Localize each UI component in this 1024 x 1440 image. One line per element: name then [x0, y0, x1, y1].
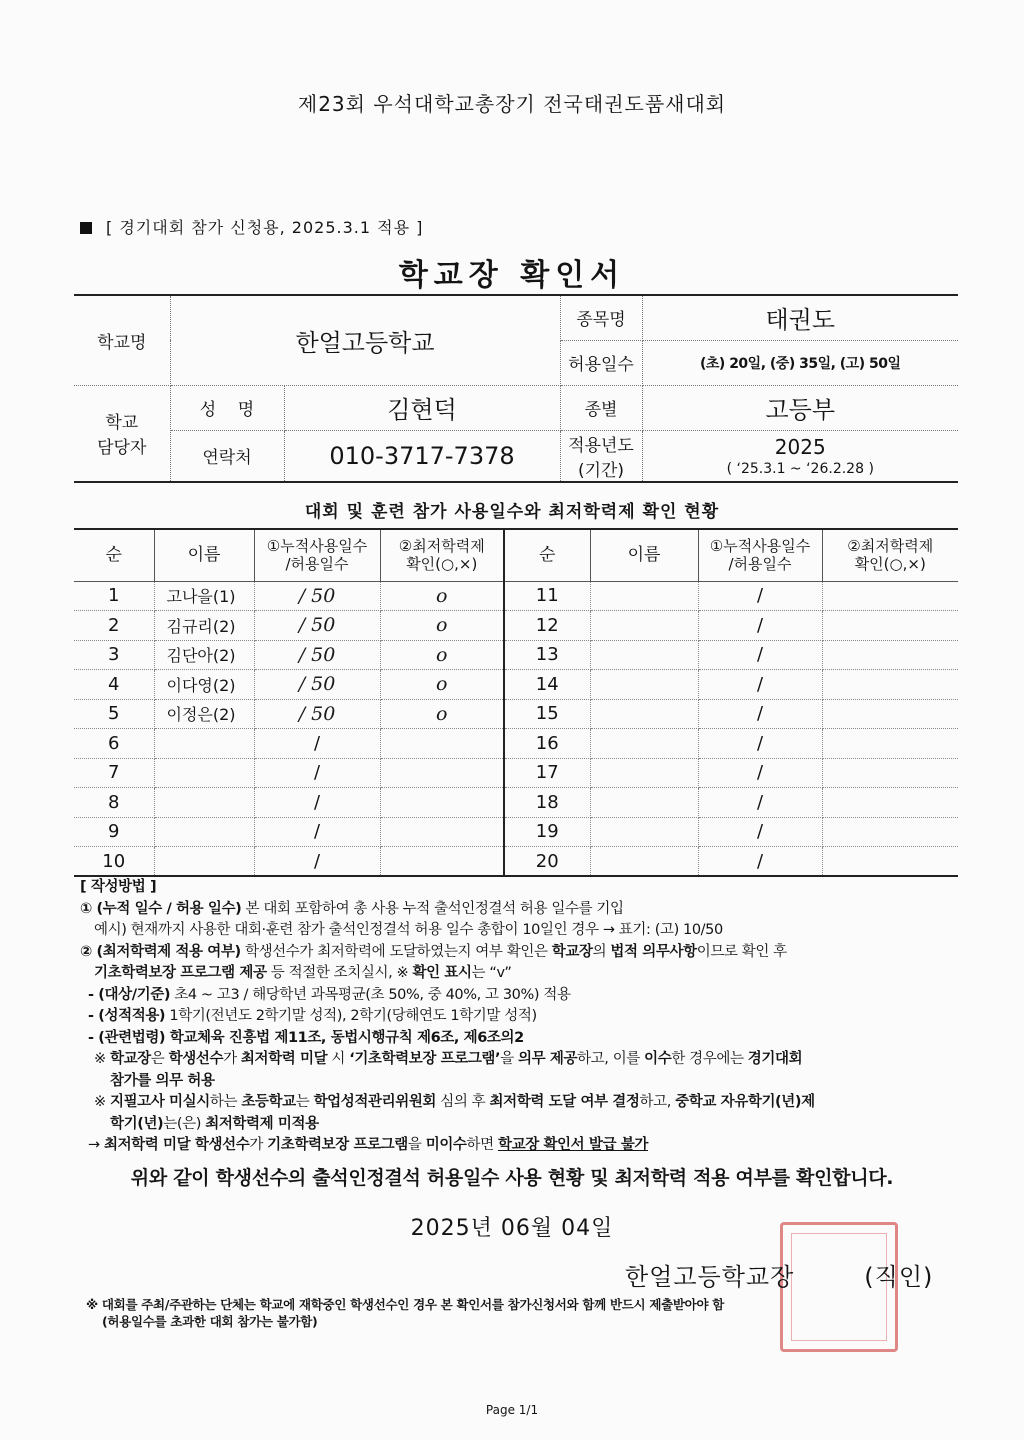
n2-b3: 학업성적관리위원회 — [313, 1094, 437, 1110]
row-min — [380, 817, 504, 847]
n1-b3: 최저학력 미달 — [240, 1051, 328, 1067]
n1-t1: 은 — [150, 1051, 169, 1067]
school-label: 학교명 — [74, 295, 170, 385]
row-no-2: 16 — [504, 729, 590, 759]
phone-label: 연락처 — [170, 430, 284, 482]
row-days: / 50 — [254, 640, 380, 670]
phone-value: 010-3717-7378 — [284, 430, 560, 482]
row-no: 5 — [74, 699, 154, 729]
notice-line — [80, 215, 423, 238]
row-min: o — [380, 581, 504, 611]
row-no-2: 18 — [504, 788, 590, 818]
contact-label-line2: 담당자 — [97, 438, 147, 458]
row-name — [154, 788, 254, 818]
row-min: o — [380, 670, 504, 700]
row-min — [380, 758, 504, 788]
n2-t4: 하고, — [639, 1094, 676, 1110]
header-min-line2-2: 확인(○,×) — [854, 555, 926, 574]
roster-table — [74, 528, 958, 877]
n1-t6: 한 경우에는 — [671, 1051, 748, 1067]
m2-line2-text: 등 적절한 조치실시, ※ — [266, 965, 413, 981]
row-days-2: / — [698, 611, 822, 641]
row-days-2: / — [698, 729, 822, 759]
table-row — [74, 640, 958, 670]
row-min-2 — [822, 758, 958, 788]
row-no: 8 — [74, 788, 154, 818]
row-no: 9 — [74, 817, 154, 847]
row-name: 이정은(2) — [154, 699, 254, 729]
row-min: o — [380, 640, 504, 670]
row-days: / — [254, 788, 380, 818]
row-min-2 — [822, 788, 958, 818]
n1-t4: 을 — [500, 1051, 518, 1067]
row-days: / — [254, 847, 380, 877]
writing-method-section — [80, 877, 960, 1157]
row-no: 3 — [74, 640, 154, 670]
table-row — [74, 847, 958, 877]
method-note-3 — [80, 1135, 960, 1157]
year-value: 2025 — [774, 434, 826, 459]
row-no-2: 11 — [504, 581, 590, 611]
row-name — [154, 729, 254, 759]
row-name: 김단아(2) — [154, 640, 254, 670]
row-min — [380, 729, 504, 759]
row-no: 7 — [74, 758, 154, 788]
row-min-2 — [822, 729, 958, 759]
row-no: 2 — [74, 611, 154, 641]
header-days-2 — [698, 529, 822, 581]
method-item-2-line2 — [80, 963, 960, 985]
row-name-2 — [590, 611, 698, 641]
n1-t2: 가 — [223, 1051, 241, 1067]
row-name — [154, 758, 254, 788]
row-name — [154, 817, 254, 847]
row-no-2: 19 — [504, 817, 590, 847]
n2-line2-b2: 최저학력제 미적용 — [205, 1115, 319, 1132]
page-number: Page 1/1 — [485, 1403, 539, 1417]
row-no: 10 — [74, 847, 154, 877]
method-example: 예시) 현재까지 사용한 대회·훈련 참가 출석인정결석 허용 일수 총합이 10일인 경우 → 표기: (고) 10/50 — [94, 922, 723, 938]
allowed-days-value: (초) 20일, (중) 35일, (고) 50일 — [642, 340, 958, 385]
method-note-2 — [80, 1092, 960, 1114]
footnote — [86, 1296, 966, 1330]
row-min: o — [380, 611, 504, 641]
year-label — [560, 430, 642, 482]
n1-b2: 학생선수 — [168, 1051, 224, 1067]
n1-b5: 의무 제공 — [517, 1051, 578, 1067]
table-row — [74, 817, 958, 847]
row-days-2: / — [698, 758, 822, 788]
n2-a: ※ — [94, 1094, 110, 1110]
principal-signature — [625, 1257, 933, 1292]
n2-t2: 는 — [295, 1094, 314, 1110]
header-name: 이름 — [154, 529, 254, 581]
n2-t3: 심의 후 — [436, 1094, 490, 1110]
row-days: / — [254, 817, 380, 847]
row-min-2 — [822, 640, 958, 670]
table-row — [74, 729, 958, 759]
row-name-2 — [590, 729, 698, 759]
sport-label: 종목명 — [560, 295, 642, 340]
row-name — [154, 847, 254, 877]
row-no-2: 15 — [504, 699, 590, 729]
contact-name: 김현덕 — [284, 385, 560, 430]
row-name-2 — [590, 640, 698, 670]
n2-t1: 하는 — [209, 1094, 242, 1110]
table-row — [74, 699, 958, 729]
m2-text-b: 의 — [592, 943, 611, 960]
row-days-2: / — [698, 640, 822, 670]
row-min — [380, 788, 504, 818]
header-days — [254, 529, 380, 581]
row-days-2: / — [698, 817, 822, 847]
n3-t2: 을 — [407, 1137, 426, 1153]
row-name: 고나을(1) — [154, 581, 254, 611]
row-days-2: / — [698, 788, 822, 818]
row-name-2 — [590, 581, 698, 611]
n1-t3: 시 — [327, 1051, 350, 1067]
row-min-2 — [822, 611, 958, 641]
year-label-line1: 적용년도 — [568, 435, 634, 456]
header-days-line2-2: /허용일수 — [728, 555, 792, 574]
row-days-2: / — [698, 581, 822, 611]
header-min-line1-2: ②최저학력제 — [847, 537, 934, 556]
confirmation-statement: 위와 같이 학생선수의 출석인정결석 허용일수 사용 현황 및 최저학력 적용 여부를 확인합니다. — [130, 1167, 894, 1189]
m2-text-c: 이므로 확인 후 — [696, 943, 787, 960]
m1-text: 본 대회 포함하여 총 사용 누적 출석인정결석 허용 일수를 기입 — [241, 900, 624, 917]
division-label: 종별 — [560, 385, 642, 430]
row-no-2: 12 — [504, 611, 590, 641]
allowed-days-label: 허용일수 — [560, 340, 642, 385]
row-days-2: / — [698, 699, 822, 729]
row-no-2: 14 — [504, 670, 590, 700]
m2-text-a: 학생선수가 최저학력에 도달하였는지 여부 확인은 — [240, 943, 552, 960]
m2-label: ② (최저학력제 적용 여부) — [80, 943, 241, 960]
method-item-1 — [80, 899, 960, 921]
n2-b4: 최저학력 도달 여부 결정 — [489, 1094, 640, 1110]
row-min-2 — [822, 699, 958, 729]
header-min-line1: ②최저학력제 — [398, 537, 485, 556]
school-name: 한얼고등학교 — [170, 295, 560, 385]
row-name-2 — [590, 817, 698, 847]
method-note-1-line2 — [80, 1071, 960, 1093]
name-label: 성 명 — [170, 385, 284, 430]
n2-b5: 중학교 자유학기(년)제 — [675, 1094, 815, 1110]
b3-text: - (관련법령) 학교체육 진흥법 제11조, 동법시행규칙 제6조, 제6조의2 — [88, 1029, 524, 1046]
table-row — [74, 611, 958, 641]
b2-text: 1학기(전년도 2학기말 성적), 2학기(당해연도 1학기말 성적) — [165, 1008, 537, 1024]
row-min-2 — [822, 817, 958, 847]
method-item-2 — [80, 942, 960, 964]
contact-label — [74, 385, 170, 482]
n2-line2-t: 는(은) — [163, 1115, 206, 1132]
n1-b7: 경기대회 — [747, 1051, 803, 1067]
seal-note: (직인) — [864, 1263, 934, 1291]
n3-b2: 기초학력보장 프로그램 — [267, 1137, 408, 1153]
row-min — [380, 847, 504, 877]
row-no-2: 13 — [504, 640, 590, 670]
n1-a: ※ — [94, 1051, 110, 1067]
header-name-2: 이름 — [590, 529, 698, 581]
n3-b3: 미이수 — [425, 1137, 467, 1153]
n3-t3: 하면 — [466, 1137, 498, 1153]
n1-t5: 하고, 이를 — [577, 1051, 645, 1067]
m2-line2-bold: 기초학력보장 프로그램 제공 — [94, 965, 267, 981]
principal-name: 한얼고등학교장 — [625, 1263, 795, 1291]
m2-line2-bold2: 확인 표시 — [412, 965, 472, 981]
n1-b4: ‘기초학력보장 프로그램’ — [349, 1051, 501, 1067]
footnote-line-1: ※ 대회를 주최/주관하는 단체는 학교에 재학중인 학생선수인 경우 본 확인서를 참가신청서와 함께 반드시 제출받아야 함 — [86, 1297, 725, 1312]
row-days: / 50 — [254, 581, 380, 611]
row-min-2 — [822, 847, 958, 877]
table-row — [74, 670, 958, 700]
row-min-2 — [822, 670, 958, 700]
n1-line2: 참가를 의무 허용 — [110, 1072, 215, 1089]
row-days-2: / — [698, 670, 822, 700]
row-name-2 — [590, 847, 698, 877]
n1-b1: 학교장 — [109, 1051, 151, 1067]
b1-text: 초4 ~ 고3 / 해당학년 과목평균(초 50%, 중 40%, 고 30%) 적용 — [170, 986, 571, 1003]
row-name-2 — [590, 670, 698, 700]
row-no: 4 — [74, 670, 154, 700]
header-days-line1-2: ①누적사용일수 — [709, 537, 811, 556]
row-no-2: 20 — [504, 847, 590, 877]
row-days: / 50 — [254, 611, 380, 641]
header-min-line2: 확인(○,×) — [406, 555, 478, 574]
square-bullet-icon — [80, 222, 92, 234]
period-value: ( ‘25.3.1 ~ ‘26.2.28 ) — [726, 460, 874, 477]
m2-bold-b: 법적 의무사항 — [610, 943, 697, 960]
event-title: 제23회 우석대학교총장기 전국태권도품새대회 — [297, 92, 727, 116]
section-subtitle: 대회 및 훈련 참가 사용일수와 최저학력제 확인 현황 — [304, 502, 720, 522]
header-no-2: 순 — [504, 529, 590, 581]
header-days-line2: /허용일수 — [285, 555, 349, 574]
row-name-2 — [590, 699, 698, 729]
row-days: / — [254, 729, 380, 759]
method-bullet-law — [80, 1028, 960, 1050]
method-heading-text: [ 작성방법 ] — [80, 879, 157, 895]
row-min: o — [380, 699, 504, 729]
issue-date: 2025년 06월 04일 — [410, 1216, 614, 1241]
year-cell — [642, 430, 958, 482]
contact-label-line1: 학교 — [105, 413, 139, 433]
header-days-line1: ①누적사용일수 — [266, 537, 368, 556]
m1-label: ① (누적 일수 / 허용 일수) — [80, 900, 242, 917]
footnote-line-2: (허용일수를 초과한 대회 참가는 불가함) — [102, 1314, 318, 1329]
row-days: / 50 — [254, 699, 380, 729]
row-name: 이다영(2) — [154, 670, 254, 700]
info-table — [74, 294, 958, 483]
n2-b1: 지필고사 미실시 — [109, 1094, 210, 1110]
header-no: 순 — [74, 529, 154, 581]
method-note-2-line2 — [80, 1114, 960, 1136]
division-value: 고등부 — [642, 385, 958, 430]
n2-line2-b: 학기(년) — [110, 1115, 164, 1132]
notice-text: [ 경기대회 참가 신청용, 2025.3.1 적용 ] — [106, 218, 424, 237]
row-days-2: / — [698, 847, 822, 877]
header-min — [380, 529, 504, 581]
roster-header-row — [74, 529, 958, 581]
method-bullet-grades — [80, 1006, 960, 1028]
method-heading — [80, 877, 960, 899]
table-row — [74, 788, 958, 818]
n3-t1: 가 — [249, 1137, 268, 1153]
header-min-2 — [822, 529, 958, 581]
b1-label: - (대상/기준) — [88, 986, 171, 1003]
table-row — [74, 758, 958, 788]
year-label-line2: (기간) — [577, 460, 625, 481]
m2-line2-text2: 는 “v” — [471, 965, 512, 981]
row-name-2 — [590, 758, 698, 788]
document-title: 학교장 확인서 — [398, 258, 626, 293]
n2-b2: 초등학교 — [241, 1094, 296, 1110]
n1-b6: 이수 — [644, 1051, 672, 1067]
n3-a: → — [88, 1137, 104, 1153]
row-name: 김규리(2) — [154, 611, 254, 641]
n3-b4: 학교장 확인서 발급 불가 — [497, 1137, 648, 1153]
row-no: 6 — [74, 729, 154, 759]
b2-label: - (성적적용) — [88, 1008, 166, 1024]
row-no: 1 — [74, 581, 154, 611]
row-days: / — [254, 758, 380, 788]
row-days: / 50 — [254, 670, 380, 700]
row-min-2 — [822, 581, 958, 611]
row-name-2 — [590, 788, 698, 818]
sport-value: 태권도 — [642, 295, 958, 340]
row-no-2: 17 — [504, 758, 590, 788]
n3-b1: 최저학력 미달 학생선수 — [103, 1137, 250, 1153]
method-note-1 — [80, 1049, 960, 1071]
table-row — [74, 581, 958, 611]
m2-bold-a: 학교장 — [551, 943, 593, 960]
method-bullet-target — [80, 985, 960, 1007]
